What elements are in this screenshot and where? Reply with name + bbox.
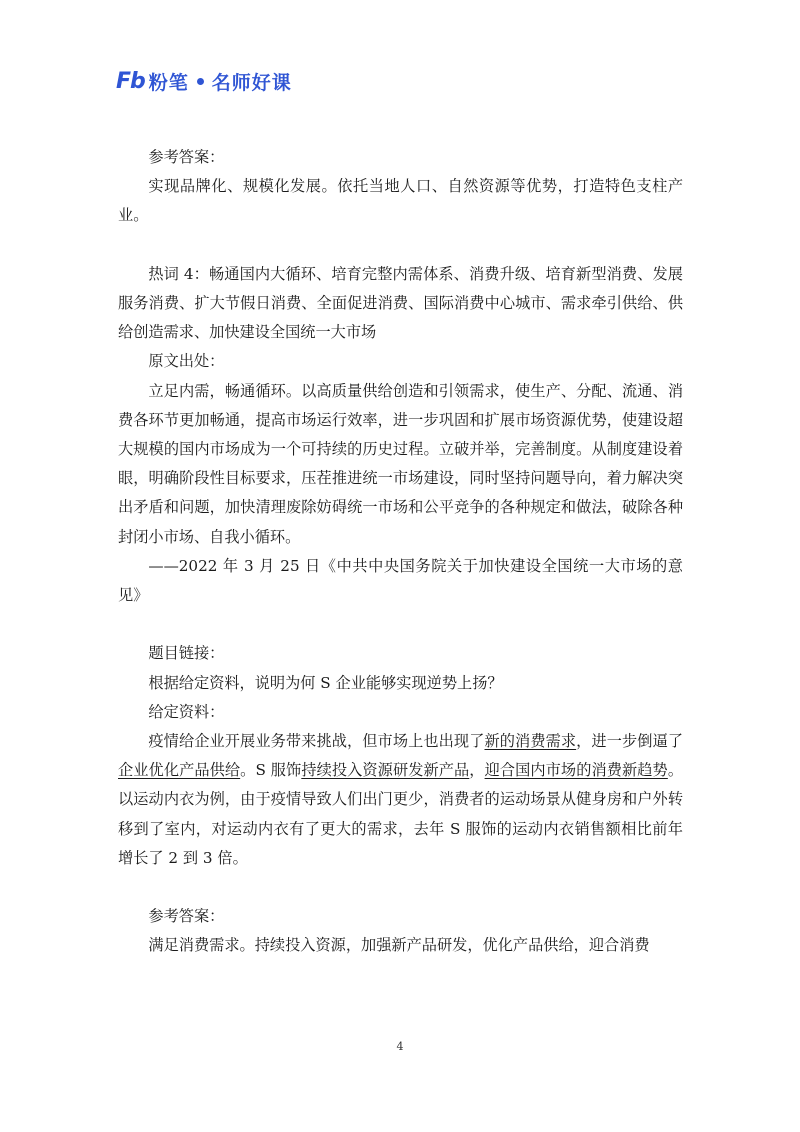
underlined-phrase: 新的消费需求 — [484, 732, 577, 751]
brand-slogan: 名师好课 — [211, 71, 292, 94]
source-paragraph: 立足内需，畅通循环。以高质量供给创造和引领需求，使生产、分配、流通、消费各环节更加畅通，提高市场运行效率，进一步巩固和扩展市场资源优势，使建设超大规模的国内市场成为一个可持续的历史过程。立破并举，完善制度。从制度建设着眼，明确阶段性目标要求，压茬推进统一市场建设，同时坚持问题导向，着力解决突出矛盾和问题，加快清理废除妨碍统一市场和公平竞争的各种规定和做法，破除各种封闭小市场、自我小循环。 — [118, 381, 683, 546]
material-text: 疫情给企业开展业务带来挑战，但市场上也出现了 — [148, 732, 485, 751]
underlined-phrase: 持续投入资源研发新产品 — [301, 761, 470, 780]
separator-dot — [197, 78, 204, 85]
source-heading: 原文出处： — [148, 352, 225, 371]
document-body — [118, 143, 683, 961]
material-text: ，进一步倒逼了 — [576, 732, 684, 751]
source-citation: ——2022 年 3 月 25 日《中共中央国务院关于加快建设全国统一大市场的意见》 — [118, 556, 683, 605]
brand-name: 粉笔 — [148, 71, 189, 94]
page-number: 4 — [396, 1040, 404, 1053]
material-text: ， — [469, 761, 485, 780]
hotword-paragraph: 热词 4：畅通国内大循环、培育完整内需体系、消费升级、培育新型消费、发展服务消费、扩大节假日消费、全面促进消费、国际消费中心城市、需求牵引供给、供给创造需求、加快建设全国统一大市场 — [118, 264, 683, 342]
answer-paragraph: 实现品牌化、规模化发展。依托当地人口、自然资源等优势，打造特色支柱产业。 — [118, 177, 683, 225]
question-text: 根据给定资料，说明为何 S 企业能够实现逆势上扬？ — [148, 673, 503, 692]
answer-paragraph: 满足消费需求。持续投入资源，加强新产品研发，优化产品供给，迎合消费 — [148, 936, 650, 955]
material-heading: 给定资料： — [148, 702, 225, 721]
fenbi-logo-mark: Fb — [116, 68, 145, 94]
underlined-phrase: 迎合国内市场的消费新趋势 — [484, 761, 668, 780]
material-text: 。S 服饰 — [240, 761, 302, 780]
brand-logo — [116, 66, 292, 96]
answer-heading: 参考答案： — [148, 148, 225, 166]
question-link-heading: 题目链接： — [148, 644, 225, 663]
underlined-phrase: 企业优化产品供给 — [118, 761, 241, 780]
material-text: 。以运动内衣为例，由于疫情导致人们出门更少，消费者的运动场景从健身房和户外转移到了室内，对运动内衣有了更大的需求，去年 S 服饰的运动内衣销售额相比前年增长了 2 到 3 倍。 — [118, 761, 684, 867]
answer-heading: 参考答案： — [148, 907, 225, 926]
material-paragraph — [118, 727, 683, 873]
